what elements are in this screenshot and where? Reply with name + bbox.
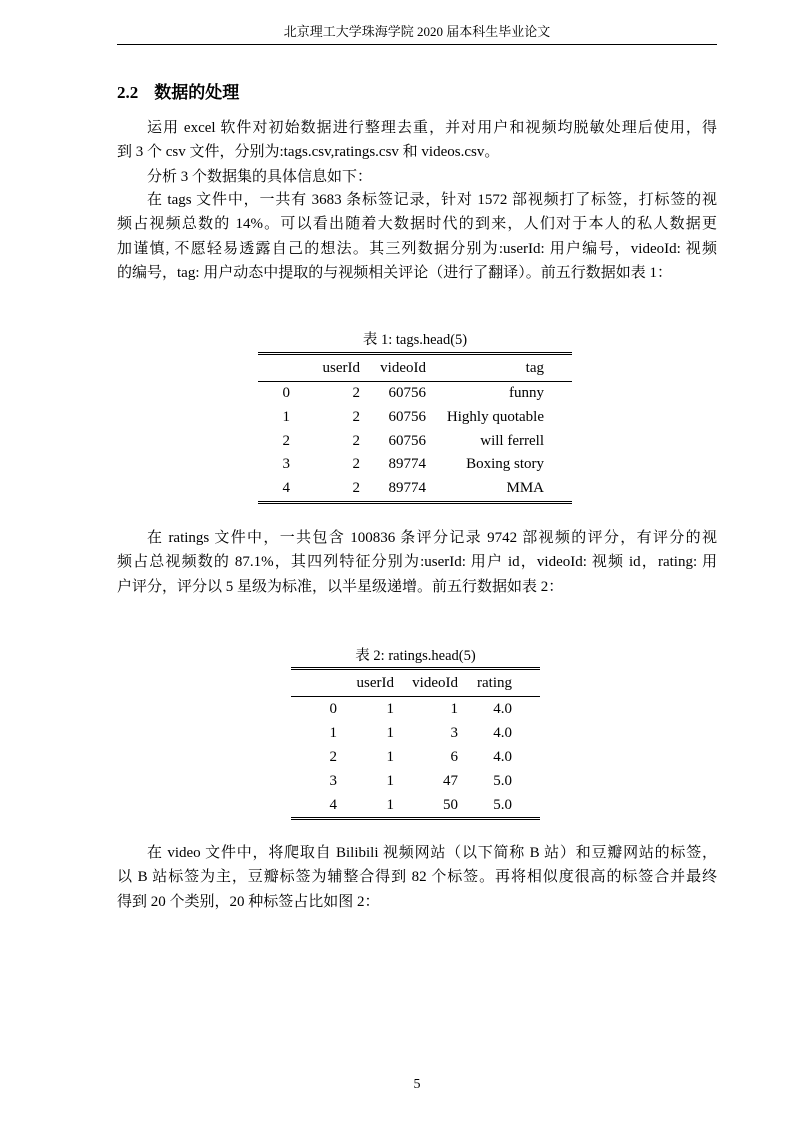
table-cell: 4.0 [493,701,512,717]
paragraph-line: 加谨慎, 不愿轻易透露自己的想法。其三列数据分别为:userId: 用户编号，videoId: 视频 [117,240,717,257]
table-row [291,793,540,817]
table-cell: Boxing story [466,456,544,473]
table-cell: 2 [352,432,360,449]
index-cell: 3 [329,773,337,789]
index-cell: 4 [329,797,337,813]
table-cell: 47 [443,773,458,789]
table-row [291,697,540,721]
table-cell: 60756 [388,432,426,449]
table-row [258,430,572,454]
table-cell: 1 [450,701,458,717]
table-header-row [258,355,572,381]
index-header-cell [291,670,347,696]
index-header-cell [258,355,300,381]
body-paragraph [117,526,717,599]
table-cell: 2 [352,385,360,401]
paragraph-line: 的编号，tag: 用户动态中提取的与视频相关评论（进行了翻译）。前五行数据如表 1： [117,265,672,282]
paragraph-line: 户评分，评分以 5 星级为标准，以半星级递增。前五行数据如表 2： [117,578,564,595]
index-cell: 2 [329,749,337,765]
paragraph-line: 频占视频总数的 14%。可以看出随着大数据时代的到来，人们对于本人的私人数据更 [117,216,717,233]
index-cell: 0 [282,385,290,401]
table-cell: 5.0 [493,773,512,789]
table-caption: 表 2: ratings.head(5) [355,648,476,664]
table-row [291,745,540,769]
table-cell: 2 [352,456,360,473]
table-cell: 60756 [388,408,426,425]
table-cell: 60756 [388,385,426,401]
paragraph-line: 在 tags 文件中，一共有 3683 条标签记录，针对 1572 部视频打了标签，打标签的视 [147,192,717,208]
table-cell: 1 [386,701,394,717]
table-cell: Highly quotable [446,408,544,425]
table-cell: MMA [506,480,544,497]
table-header-row [291,670,540,696]
paragraph-line: 在 video 文件中，将爬取自 Bilibili 视频网站（以下简称 B 站）和豆瓣网站的标签， [147,845,717,861]
table-cell: 1 [386,797,394,813]
index-cell: 1 [282,408,290,425]
paragraph-line: 频占总视频数的 87.1%，其四列特征分别为:userId: 用户 id，videoId: 视频 id，rating: 用 [117,554,717,571]
data-table [258,352,572,504]
table-row [291,721,540,745]
body-paragraph [117,841,717,914]
running-header: 北京理工大学珠海学院 2020 届本科生毕业论文 [283,24,551,39]
table-cell: 89774 [388,456,426,473]
paragraph-line: 在 ratings 文件中，一共包含 100836 条评分记录 9742 部视频的评分，有评分的视 [147,530,717,546]
column-header: userId [322,360,360,376]
body-paragraph [117,188,717,286]
paragraph-line: 到 3 个 csv 文件，分别为:tags.csv,ratings.csv 和 videos.csv。 [117,144,500,161]
section-heading [117,82,239,104]
paragraph-line: 以 B 站标签为主，豆瓣标签为辅整合得到 82 个标签。再将相似度很高的标签合并最终 [117,869,717,886]
table-cell: 4.0 [493,749,512,765]
table-cell: 50 [443,797,458,813]
column-header: videoId [412,675,458,691]
table-bottom-rule [291,817,540,820]
body-paragraph [117,165,717,189]
index-cell: 1 [329,725,337,741]
table-row [258,382,572,406]
table-cell: 5.0 [493,797,512,813]
data-table [291,667,540,820]
table-cell: 1 [386,725,394,741]
body-paragraph [117,116,717,165]
table-cell: 1 [386,773,394,789]
table-cell: 6 [450,749,458,765]
table-cell: 3 [450,725,458,741]
table-cell: 4.0 [493,725,512,741]
column-header: rating [477,675,512,691]
column-header: videoId [380,360,426,376]
index-cell: 2 [282,432,290,449]
table-cell: 89774 [388,480,426,497]
table-row [258,477,572,501]
paragraph-line: 得到 20 个类别，20 种标签占比如图 2： [117,893,380,910]
index-cell: 4 [282,480,290,497]
header-rule [117,44,717,45]
index-cell: 3 [282,456,290,473]
table-row [291,769,540,793]
index-cell: 0 [329,701,337,717]
table-cell: will ferrell [480,432,544,449]
table-cell: 2 [352,480,360,497]
table-row [258,453,572,477]
table-cell: funny [509,385,544,401]
table-row [258,406,572,430]
section-title: 数据的处理 [154,83,240,102]
table-cell: 1 [386,749,394,765]
paragraph-line: 运用 excel 软件对初始数据进行整理去重，并对用户和视频均脱敏处理后使用，得 [147,120,717,136]
column-header: userId [356,675,394,691]
table-bottom-rule [258,501,572,504]
paragraph-line: 分析 3 个数据集的具体信息如下： [147,169,373,185]
section-number: 2.2 [117,83,139,102]
table-cell: 2 [352,408,360,425]
table-caption: 表 1: tags.head(5) [362,332,468,348]
page-number: 5 [413,1077,421,1092]
column-header: tag [525,360,544,376]
